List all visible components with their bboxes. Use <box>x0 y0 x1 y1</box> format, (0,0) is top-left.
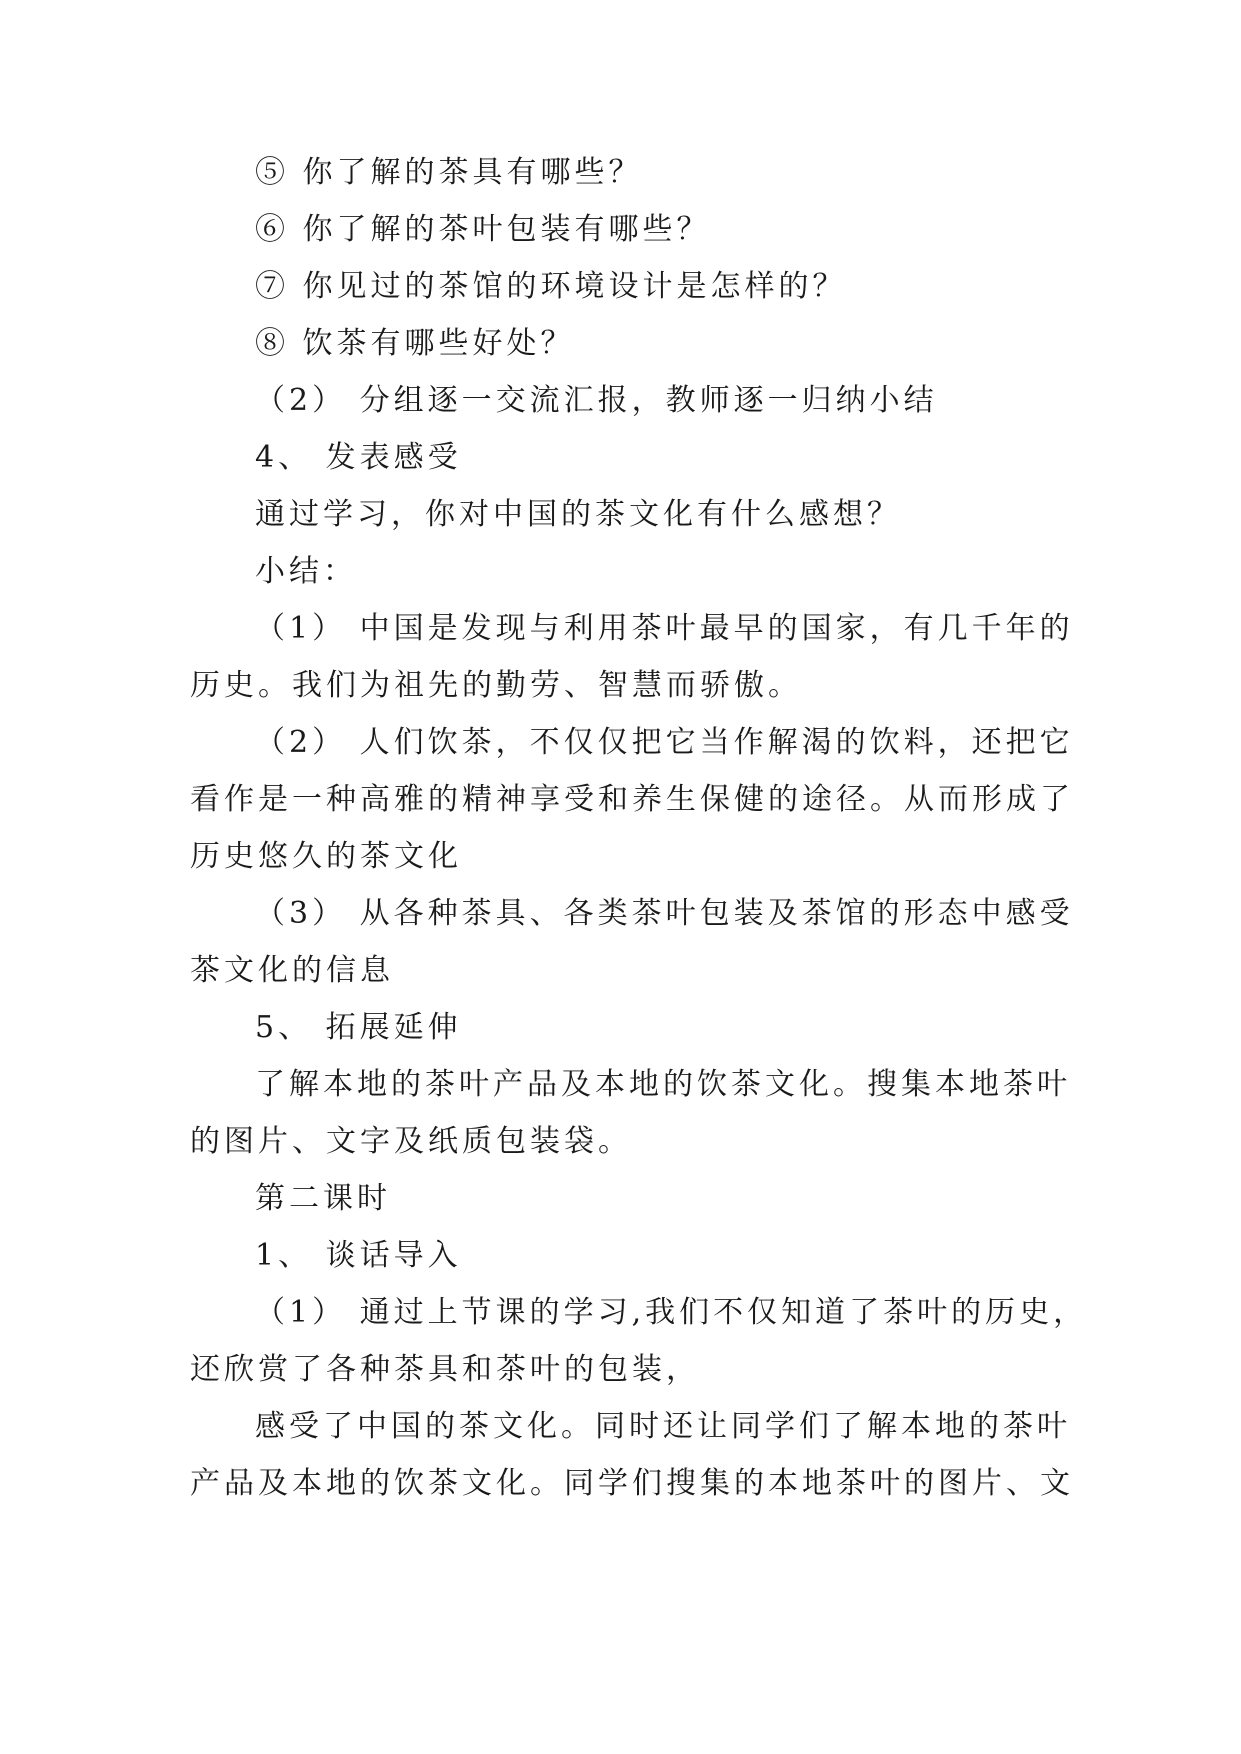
text-line: ⑧ 饮茶有哪些好处？ <box>255 326 575 361</box>
section-heading: 4、 发表感受 <box>255 440 462 475</box>
section-heading: 5、 拓展延伸 <box>255 1010 462 1045</box>
text-line: ⑦ 你见过的茶馆的环境设计是怎样的？ <box>255 269 847 304</box>
text-line: ⑥ 你了解的茶叶包装有哪些？ <box>255 212 711 247</box>
text-line: （1） 中国是发现与利用茶叶最早的国家，有几千年的 <box>255 611 1074 646</box>
text-line: 小结： <box>255 554 357 589</box>
text-line: 历史。我们为祖先的勤劳、智慧而骄傲。 <box>190 668 802 703</box>
text-line: （2） 人们饮茶，不仅仅把它当作解渴的饮料，还把它 <box>255 725 1074 760</box>
text-line: 产品及本地的饮茶文化。同学们搜集的本地茶叶的图片、文 <box>190 1466 1074 1501</box>
text-line: 了解本地的茶叶产品及本地的饮茶文化。搜集本地茶叶 <box>255 1067 1071 1102</box>
text-line: 还欣赏了各种茶具和茶叶的包装， <box>190 1352 700 1387</box>
text-line: 茶文化的信息 <box>190 953 394 988</box>
section-heading: 第二课时 <box>255 1181 391 1216</box>
text-line: 历史悠久的茶文化 <box>190 839 462 874</box>
text-line: 的图片、文字及纸质包装袋。 <box>190 1124 632 1159</box>
text-line: （2） 分组逐一交流汇报，教师逐一归纳小结 <box>255 383 938 418</box>
text-line: 通过学习，你对中国的茶文化有什么感想？ <box>255 497 901 532</box>
section-heading: 1、 谈话导入 <box>255 1238 462 1273</box>
text-line: 感受了中国的茶文化。同时还让同学们了解本地的茶叶 <box>255 1409 1071 1444</box>
text-line: ⑤ 你了解的茶具有哪些？ <box>255 155 643 190</box>
text-line: 看作是一种高雅的精神享受和养生保健的途径。从而形成了 <box>190 782 1074 817</box>
text-line: （1） 通过上节课的学习,我们不仅知道了茶叶的历史， <box>255 1295 1088 1330</box>
text-line: （3） 从各种茶具、各类茶叶包装及茶馆的形态中感受 <box>255 896 1074 931</box>
